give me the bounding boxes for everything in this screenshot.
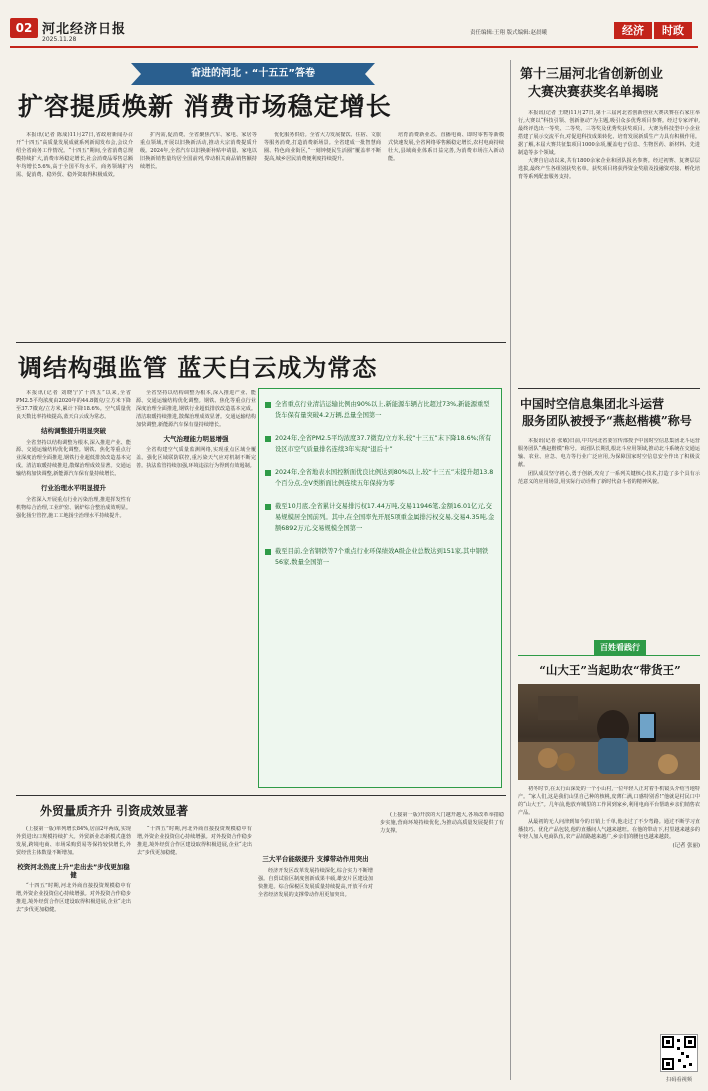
article1-text-4: 培育消费新业态。直播电商、即时零售等新模式快速发展,全省网络零售额稳定增长,农村电商持续壮大,县域商业体系日益完善,为消费市场注入新动能。 <box>388 132 504 162</box>
article1-col4 <box>388 132 504 342</box>
article1-text-1: 本报讯(记者 陈成)11月27日,省政府新闻办召开“十四五”高质量发展成就系列新闻发布会,会议介绍全省商务工作情况。“十四五”期间,全省消费总规模持续扩大,消费市场稳定增长,社会消费品零售总额年均增长5.6%,高于全国平均水平。商务领域扩内需、促消费、稳外贸、稳外资取得积极成效。 <box>16 132 133 178</box>
bullet-square-icon <box>265 470 271 476</box>
article2-col3-text: 全省构建空气质量监测网络,实现重点区域全覆盖。强化区域联防联控,重污染天气应对机制不断完善。执法监管持续加强,环境违法行为得到有效遏制。 <box>136 447 256 470</box>
bullet-square-icon <box>265 436 271 442</box>
article3-col2-continued: “十四五”时期,河北外商直接投资规模稳中有增,外资企业投资信心持续增强。对外投资合作稳步推进,境外经贸合作区建设取得积极进展,企业“走出去”步伐更加稳健。 <box>137 826 252 856</box>
column-badge-label: 百姓看践行 <box>594 640 646 655</box>
article5-body <box>518 438 700 638</box>
masthead-rule <box>10 46 698 48</box>
article3-title: 外贸量质齐升 引资成效显著 <box>40 804 189 818</box>
infobox-text: 截至目前,全省钢铁等7个重点行业环保绩效A级企业总数达到151家,其中钢铁56家,数量全国第一 <box>275 548 489 566</box>
infobox-item <box>265 546 495 568</box>
article6-text-1: 初冬时节,在太行山深处的一个小山村,一位年轻人正对着手机镜头介绍当地特产。“家人们,这是我们山里自己种的核桃,皮薄仁满,口感特别香!”他就是村民口中的“山大王”。几年前,他放弃城里的工作回到家乡,利用电商平台帮助乡亲们销售农产品。 <box>518 786 700 816</box>
article3-col2-text: “十四五”时期,河北外商直接投资规模稳中有增,外资企业投资信心持续增强。对外投资合作稳步推进,境外经贸合作区建设取得积极进展,企业“走出去”步伐更加稳健。 <box>16 883 131 914</box>
article3-col1-text: (上接第一版)单列增长84%,居前2年两成,实现外贸进出口规模持续扩大。外贸新业态新模式蓬勃发展,跨境电商、市场采购贸易等保持较快增长,外贸经营主体数量不断增加。 <box>16 826 131 856</box>
article5-title-line2: 服务团队被授予“燕赵楷模”称号 <box>522 414 692 428</box>
article3-col4 <box>380 812 504 1082</box>
qr-code-icon <box>661 1035 697 1071</box>
article1-col2 <box>140 132 257 342</box>
photo-scene <box>518 684 700 780</box>
qr-code[interactable] <box>660 1034 698 1072</box>
article5-text-2: 团队成员坚守初心,勇于创新,攻克了一系列关键核心技术,打造了多个具有示范意义的应用场景,用实际行动诠释了新时代奋斗者的精神风貌。 <box>518 470 700 485</box>
article2-col1-text: 全省坚持以结构调整为根本,深入推进产业、能源、交通运输结构优化调整。钢铁、焦化等重点行业深度治理全面推进,钢铁行业超低排放改造基本完成。清洁取暖持续推进,散煤治理成效显著。交通运输结构加快调整,新能源汽车保有量持续增长。 <box>16 439 131 478</box>
article2-col2 <box>136 390 256 790</box>
column-badge <box>518 640 700 656</box>
divider-3 <box>518 388 700 389</box>
divider-1 <box>16 342 506 343</box>
article2-title: 调结构强监管 蓝天白云成为常态 <box>18 353 378 382</box>
series-banner-text: 奋进的河北 · “十五五”答卷 <box>191 68 315 79</box>
page-number-badge: 02 <box>10 18 38 38</box>
bullet-square-icon <box>265 402 271 408</box>
article6-byline: (记者 张丽) <box>672 843 700 850</box>
article3-col2 <box>137 826 252 1081</box>
article3-col4-text: (上接第一版)开放的大门越开越大,各项改革举措稳步实施,营商环境持续优化,为推动高质量发展提供了有力支撑。 <box>380 812 504 834</box>
infobox-text: 全省重点行业清洁运输比例由90%以上,新能源车辆占比超过73%,新能源重型货车保有量突破4.2万辆,总量全国第一 <box>275 401 490 419</box>
article2-col2-continued: 全省坚持以结构调整为根本,深入推进产业、能源、交通运输结构优化调整。钢铁、焦化等重点行业深度治理全面推进,钢铁行业超低排放改造基本完成。清洁取暖持续推进,散煤治理成效显著。交通运输结构加快调整,新能源汽车保有量持续增长。 <box>136 390 256 428</box>
article4-text-2: 大赛自启动以来,共有1800余家企业和团队报名参赛。经过初赛、复赛层层选拔,最终产生各组别获奖名单。获奖项目将获得资金奖励及投融资对接、孵化培育等系列配套服务支持。 <box>518 158 700 181</box>
paper-name: 河北经济日报 <box>42 22 127 37</box>
section-tab-economy[interactable]: 经济 <box>614 22 652 39</box>
divider-2 <box>16 795 506 796</box>
article6-body <box>518 786 700 1036</box>
bullet-square-icon <box>265 504 271 510</box>
section-tab-politics[interactable]: 时政 <box>654 22 692 39</box>
qr-label: 扫码看视频 <box>666 1077 692 1083</box>
article5-text-1: 本报讯(记者 张敏)日前,中共河北省委宣传部授予中国时空信息集团北斗运营服务团队“燕赵楷模”称号。该团队长期扎根北斗应用领域,推动北斗系统在交通运输、农业、应急、电力等行业广泛应用,为保障国家时空信息安全作出了积极贡献。 <box>518 438 700 468</box>
issue-date: 2025.11.28 <box>42 36 77 43</box>
infobox-item <box>265 399 495 421</box>
stats-infobox <box>258 388 502 788</box>
infobox-text: 截至10月底,全省累计交易排污权17.44万吨,交易11946笔,金额16.01亿元,交易规模居全国前列。其中,在全国率先开展5项重金属排污权交易,交易4.35吨,金额6892万元,交易规模全国第一 <box>275 503 495 532</box>
article1-col3 <box>264 132 381 342</box>
article2-col2-text: 全省深入开展重点行业污染治理,推进挥发性有机物综合治理,工业炉窑、锅炉综合整治成效明显。强化扬尘管控,施工工地扬尘治理水平持续提升。 <box>16 496 131 519</box>
infobox-item <box>265 501 495 534</box>
article1-text-2: 扩内需,促消费。全省聚焦汽车、家电、家居等重点领域,开展以旧换新活动,推动大宗消费提质升级。2024年,全省汽车以旧换新补贴申请量、家电以旧换新销售量均居全国前列,带动相关商品销售额持续增长。 <box>140 132 257 170</box>
article2-col1 <box>16 390 131 790</box>
article2-subhead-1: 结构调整提升明显突破 <box>41 426 106 435</box>
editors-credit: 责任编辑:王翔 版式编辑:赵晨曦 <box>470 30 547 36</box>
article6-text-2: 从最初的无人问津到如今的日销上千单,他走过了不少弯路。通过不断学习直播技巧、优化产品包装,他的直播间人气越来越旺。在他的带动下,村里越来越多的年轻人加入电商队伍,农产品销路越来越广,乡亲们的腰包也越来越鼓。 <box>518 818 700 841</box>
article4-text-1: 本报讯(记者 王晓)11月27日,第十三届河北省创新创业大赛决赛在石家庄举行,大赛以“科技引领、创新驱动”为主题,吸引众多优秀项目参赛。经过专家评审,最终评选出一等奖、二等奖、三等奖及优秀奖获奖项目。大赛为科技型中小企业搭建了展示交流平台,对促进科技成果转化、培育发展新质生产力具有积极作用。据了解,本届大赛共征集项目1000余项,覆盖电子信息、生物医药、新材料、先进制造等多个领域。 <box>518 110 700 156</box>
photo-livestream-seller <box>518 684 700 780</box>
bullet-square-icon <box>265 549 271 555</box>
article6-title: “山大王”当起助农“带货王” <box>539 663 681 677</box>
masthead <box>10 16 700 50</box>
article4-title-line2: 大赛决赛获奖名单揭晓 <box>528 85 659 100</box>
article3-col3-text: 经济开发区改革发展持续深化,综合实力不断增强。自贸试验区制度创新成果丰硕,雄安片区建设加快推进。综合保税区发展质量持续提高,开放平台对全省经济发展的支撑带动作用更加突出。 <box>258 867 373 898</box>
article1-title: 扩容提质焕新 消费市场稳定增长 <box>18 92 392 121</box>
article1-text-3: 优化服务供给。全省大力发展餐饮、住宿、文旅等服务消费,打造消费新场景。全省建成一批智慧商圈、特色商业街区,“一刻钟便民生活圈”覆盖率不断提高,城乡居民消费便利度持续提升。 <box>264 132 381 162</box>
article3-col3 <box>258 826 373 1081</box>
article3-subhead-1: 校资河北热度上升“走出去”步伐更加稳健 <box>17 862 130 879</box>
article4-body <box>518 110 700 380</box>
column-divider <box>510 60 511 1080</box>
infobox-text: 2024年,全省PM2.5平均浓度37.7微克/立方米,较“十三五”末下降18.6%;所有设区市空气质量排名连续3年实现“退后十” <box>275 435 492 453</box>
infobox-item <box>265 433 495 455</box>
article2-intro: 本报讯(记者 刘晓宁)“十四五”以来,全省PM2.5平均浓度由2020年的44.8微克/立方米下降至37.7微克/立方米,累计下降18.6%。空气质量优良天数比率持续提高,蓝天白云成为常态。 <box>16 390 131 420</box>
article4-title-line1: 第十三届河北省创新创业 <box>520 67 664 82</box>
article1-col1 <box>16 132 133 342</box>
article3-col1 <box>16 826 131 1081</box>
article3-subhead-2: 三大平台能级提升 支撑带动作用突出 <box>262 855 369 863</box>
series-banner <box>131 63 375 85</box>
infobox-text: 2024年,全省地表水国控断面优良比例达到80%以上,较“十三五”末提升超13.8个百分点,全V类断面比例连续五年保持为零 <box>275 469 494 487</box>
article2-subhead-3: 大气治理能力明显增强 <box>163 434 229 443</box>
infobox-item <box>265 467 495 489</box>
article2-subhead-2: 行业治理水平明显提升 <box>41 484 106 493</box>
article5-title-line1: 中国时空信息集团北斗运营 <box>520 397 665 411</box>
